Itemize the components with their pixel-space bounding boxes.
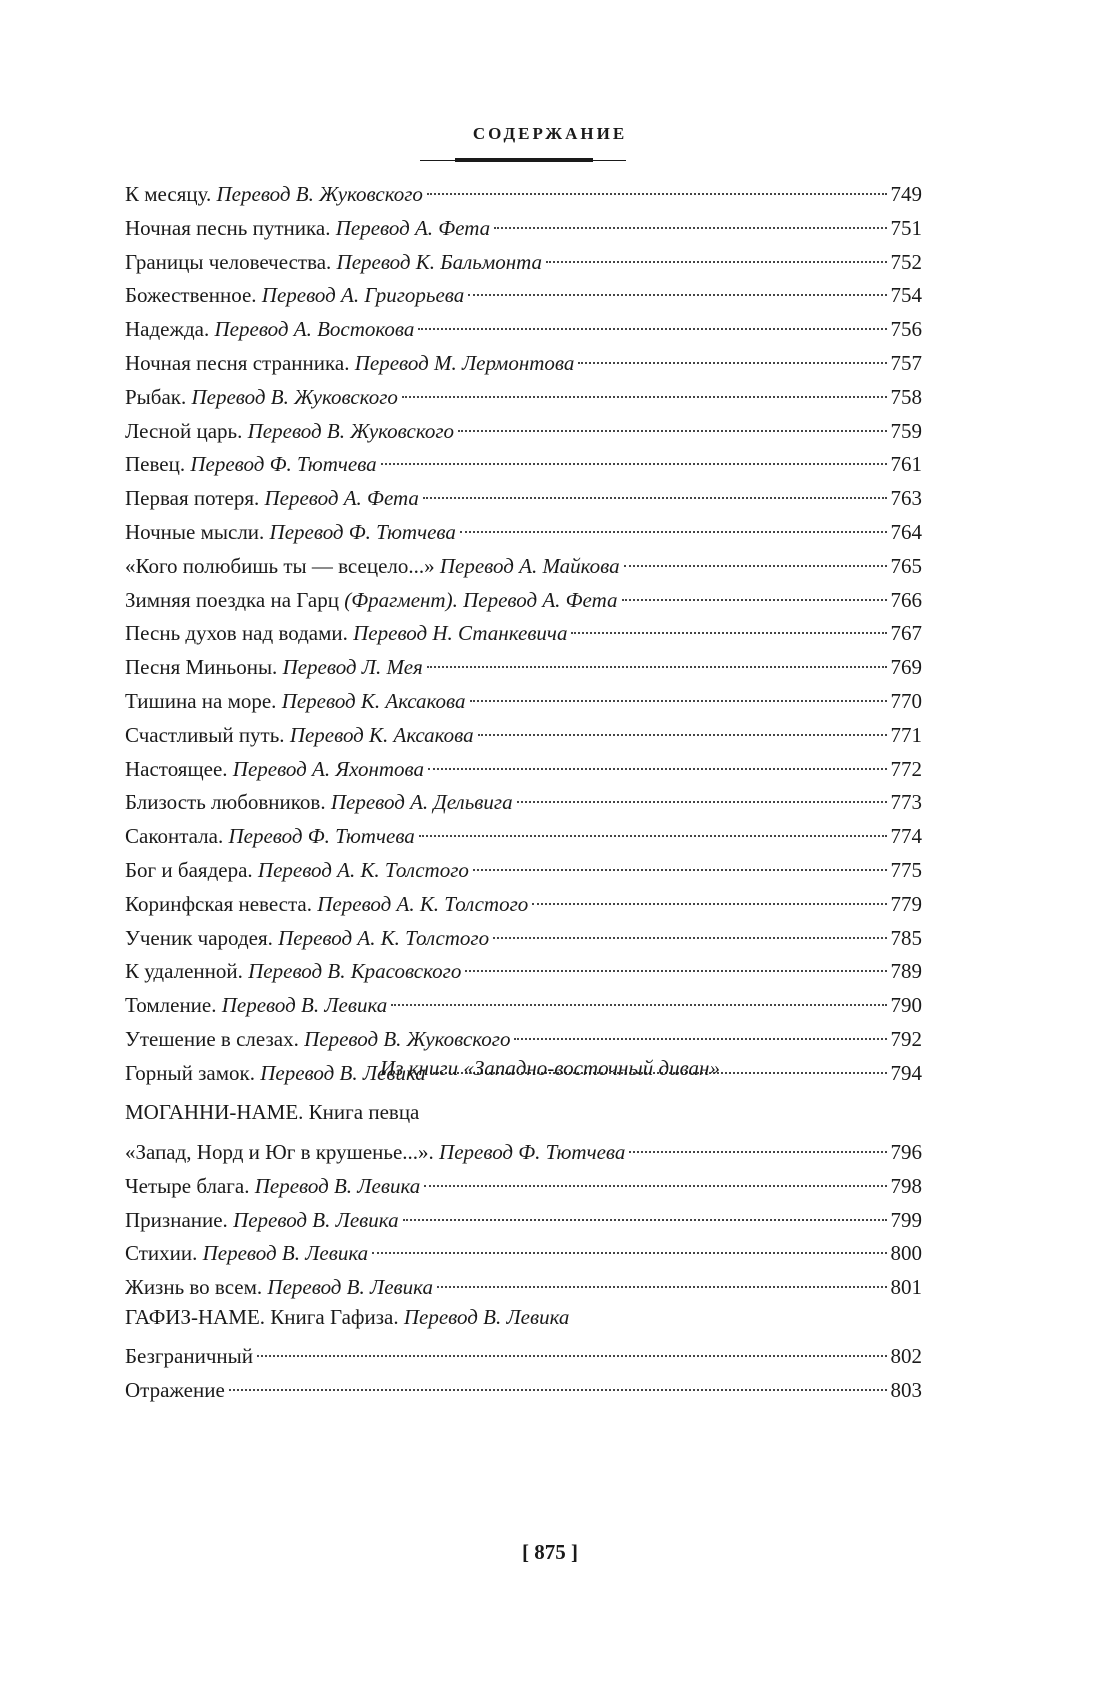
- entry-title-text: Ученик чародея.: [125, 925, 273, 950]
- dot-leader: [437, 1285, 887, 1288]
- page-number: [ 875 ]: [522, 1540, 578, 1564]
- toc-entry: [125, 212, 922, 246]
- entry-page-number: 774: [890, 824, 922, 849]
- toc-entry-title: [125, 922, 489, 956]
- entry-page-number: 790: [890, 993, 922, 1018]
- toc-entry-title: [125, 1271, 433, 1305]
- entry-translator: Перевод А. Востокова: [214, 317, 415, 342]
- toc-entry-title: [125, 347, 574, 381]
- dot-leader: [578, 361, 886, 364]
- entry-translator: Перевод В. Левика: [260, 1060, 426, 1085]
- toc-entry: [125, 786, 922, 820]
- header-rule-thick: [455, 158, 593, 162]
- dot-leader: [514, 1037, 886, 1040]
- toc-entry: [125, 448, 922, 482]
- dot-leader: [460, 530, 887, 533]
- toc-entry: [125, 1170, 922, 1204]
- toc-entry: [125, 617, 922, 651]
- entry-title-text: К удаленной.: [125, 959, 243, 984]
- dot-leader: [470, 699, 887, 702]
- entry-page-number: 772: [890, 756, 922, 781]
- dot-leader: [629, 1150, 886, 1153]
- entry-page-number: 757: [890, 350, 922, 375]
- toc-entry-title: [125, 617, 567, 651]
- entry-title-text: Песнь духов над водами.: [125, 621, 348, 646]
- toc-entry: [125, 1271, 922, 1305]
- entry-title-text: Безграничный: [125, 1344, 253, 1368]
- dot-leader: [622, 598, 887, 601]
- toc-entry-title: [125, 820, 415, 854]
- toc-entry: [125, 246, 922, 280]
- entry-title-text: Счастливый путь.: [125, 722, 285, 747]
- toc-entry-title: [125, 584, 618, 618]
- entry-translator: Перевод А. Фета: [335, 215, 491, 240]
- dot-leader: [428, 767, 886, 770]
- toc-entry-title: [125, 955, 461, 989]
- entry-title-text: Настоящее.: [125, 756, 228, 781]
- entry-translator: Перевод Ф. Тютчева: [228, 824, 415, 849]
- toc-entry-title: [125, 1023, 510, 1057]
- entry-title-text: Жизнь во всем.: [125, 1275, 263, 1300]
- toc-entry: [125, 1204, 922, 1238]
- entry-page-number: 761: [890, 452, 922, 477]
- toc-entry-title: [125, 888, 528, 922]
- entry-page-number: 764: [890, 519, 922, 544]
- entry-page-number: 751: [890, 215, 922, 240]
- toc-entry-title: [125, 753, 424, 787]
- toc-entry: [125, 347, 922, 381]
- toc-entry: [125, 178, 922, 212]
- toc-list-moganni: [125, 1136, 922, 1305]
- dot-leader: [624, 564, 887, 567]
- section-heading-title: ГАФИЗ-НАМЕ. Книга Гафиза.: [125, 1305, 399, 1329]
- dot-leader: [473, 868, 887, 871]
- entry-title-text: Божественное.: [125, 283, 257, 308]
- entry-title-text: «Запад, Норд и Юг в крушенье...».: [125, 1140, 434, 1164]
- toc-entry: [125, 685, 922, 719]
- entry-translator: Перевод А. К. Толстого: [257, 857, 469, 882]
- entry-title-text: Ночные мысли.: [125, 519, 265, 544]
- entry-title-text: Надежда.: [125, 317, 210, 342]
- dot-leader: [546, 260, 886, 263]
- toc-entry: [125, 1374, 922, 1408]
- toc-entry-title: [125, 989, 387, 1023]
- entry-page-number: 798: [890, 1173, 922, 1198]
- entry-page-number: 779: [890, 891, 922, 916]
- entry-page-number: 803: [890, 1377, 922, 1402]
- toc-entry: [125, 482, 922, 516]
- dot-leader: [571, 631, 886, 634]
- entry-title-text: Ночная песнь путника.: [125, 215, 331, 240]
- toc-entry-title: [125, 651, 423, 685]
- toc-entry: [125, 1023, 922, 1057]
- entry-title-text: Ночная песня странника.: [125, 350, 350, 375]
- entry-title-text: Тишина на море.: [125, 688, 277, 713]
- entry-translator: Перевод В. Левика: [254, 1173, 421, 1198]
- entry-page-number: 769: [890, 655, 922, 680]
- toc-entry-title: [125, 1204, 399, 1238]
- entry-title-text: Певец.: [125, 452, 186, 477]
- toc-entry-title: [125, 719, 474, 753]
- toc-entry: [125, 313, 922, 347]
- dot-leader: [381, 462, 887, 465]
- toc-entry: [125, 922, 922, 956]
- toc-entry: [125, 989, 922, 1023]
- entry-page-number: 754: [890, 283, 922, 308]
- dot-leader: [229, 1388, 887, 1391]
- toc-entry: [125, 854, 922, 888]
- dot-leader: [427, 192, 887, 195]
- dot-leader: [465, 969, 886, 972]
- entry-translator: Перевод К. Бальмонта: [336, 249, 543, 274]
- toc-entry: [125, 753, 922, 787]
- toc-entry-title: [125, 550, 620, 584]
- toc-entry: [125, 415, 922, 449]
- entry-title-text: Стихии.: [125, 1241, 198, 1266]
- entry-title-text: К месяцу.: [125, 182, 212, 206]
- entry-page-number: 789: [890, 959, 922, 984]
- toc-entry-title: [125, 178, 423, 212]
- entry-title-text: «Кого полюбишь ты — всецело...»: [125, 553, 435, 578]
- toc-entry-title: [125, 786, 513, 820]
- entry-title-text: Утешение в слезах.: [125, 1026, 299, 1051]
- entry-translator: Перевод А. Дельвига: [330, 790, 513, 815]
- entry-page-number: 794: [890, 1060, 922, 1085]
- entry-translator: Перевод К. Аксакова: [281, 688, 466, 713]
- toc-entry-title: [125, 381, 398, 415]
- entry-translator: Перевод В. Левика: [233, 1207, 399, 1232]
- entry-translator: Перевод А. Яхонтова: [232, 756, 425, 781]
- entry-translator: Перевод А. К. Толстого: [278, 925, 490, 950]
- entry-page-number: 752: [890, 249, 922, 274]
- entry-translator: Перевод В. Левика: [267, 1275, 433, 1300]
- dot-leader: [402, 395, 887, 398]
- toc-entry-title: [125, 516, 456, 550]
- dot-leader: [493, 936, 886, 939]
- toc-list-gafiz: [125, 1340, 922, 1408]
- entry-page-number: 767: [890, 621, 922, 646]
- toc-entry-title: [125, 279, 464, 313]
- toc-entry: [125, 651, 922, 685]
- entry-translator: Перевод В. Жуковского: [216, 182, 423, 206]
- entry-page-number: 771: [890, 722, 922, 747]
- toc-entry-title: [125, 1237, 368, 1271]
- entry-page-number: 773: [890, 790, 922, 815]
- toc-entry-title: [125, 1340, 253, 1374]
- entry-translator: Перевод В. Левика: [202, 1241, 369, 1266]
- toc-entry: [125, 820, 922, 854]
- entry-title-text: Саконтала.: [125, 824, 224, 849]
- toc-entry-title: [125, 212, 490, 246]
- toc-entry: [125, 584, 922, 618]
- toc-entry-title: [125, 313, 414, 347]
- entry-title-text: Отражение: [125, 1377, 225, 1402]
- entry-page-number: 775: [890, 857, 922, 882]
- entry-translator: Перевод В. Левика: [221, 993, 388, 1018]
- entry-page-number: 802: [890, 1344, 922, 1368]
- toc-entry: [125, 888, 922, 922]
- entry-title-text: Признание.: [125, 1207, 228, 1232]
- entry-translator: Перевод Ф. Тютчева: [190, 452, 377, 477]
- entry-page-number: 756: [890, 317, 922, 342]
- dot-leader: [458, 429, 886, 432]
- toc-entry: [125, 1237, 922, 1271]
- toc-entry: [125, 955, 922, 989]
- entry-translator: Перевод Ф. Тютчева: [269, 519, 456, 544]
- toc-entry-title: [125, 854, 469, 888]
- entry-title-text: Песня Миньоны.: [125, 655, 278, 680]
- entry-title-text: Рыбак.: [125, 384, 187, 409]
- entry-translator: (Фрагмент). Перевод А. Фета: [344, 587, 618, 612]
- dot-leader: [391, 1003, 886, 1006]
- toc-list-main: [125, 178, 922, 1091]
- entry-translator: Перевод А. Майкова: [439, 553, 620, 578]
- toc-entry-title: [125, 1170, 420, 1204]
- entry-title-text: Бог и баядера.: [125, 857, 253, 882]
- entry-title-text: Горный замок.: [125, 1060, 255, 1085]
- running-header: СОДЕРЖАНИЕ: [472, 124, 628, 143]
- toc-entry-title: [125, 448, 377, 482]
- entry-page-number: 785: [890, 925, 922, 950]
- dot-leader: [419, 834, 887, 837]
- section-heading-gafiz: [125, 1305, 569, 1330]
- entry-page-number: 801: [890, 1275, 922, 1300]
- entry-title-text: Четыре блага.: [125, 1173, 250, 1198]
- entry-translator: Перевод В. Жуковского: [191, 384, 398, 409]
- dot-leader: [257, 1354, 887, 1357]
- entry-page-number: 759: [890, 418, 922, 443]
- toc-entry: [125, 381, 922, 415]
- entry-title-text: Близость любовников.: [125, 790, 326, 815]
- entry-page-number: 765: [890, 553, 922, 578]
- entry-translator: Перевод А. Григорьева: [261, 283, 465, 308]
- entry-translator: Перевод Ф. Тютчева: [439, 1140, 626, 1164]
- toc-entry: [125, 1136, 922, 1170]
- toc-entry: [125, 1340, 922, 1374]
- entry-translator: Перевод А. К. Толстого: [317, 891, 529, 916]
- entry-translator: Перевод В. Жуковского: [304, 1026, 511, 1051]
- dot-leader: [418, 327, 886, 330]
- section-subtitle: Из книги «Западно-восточный диван»: [380, 1056, 720, 1080]
- entry-page-number: 770: [890, 688, 922, 713]
- toc-entry: [125, 550, 922, 584]
- toc-entry-title: [125, 482, 419, 516]
- entry-translator: Перевод В. Жуковского: [247, 418, 455, 443]
- entry-title-text: Зимняя поездка на Гарц: [125, 587, 339, 612]
- entry-translator: Перевод М. Лермонтова: [354, 350, 575, 375]
- dot-leader: [517, 800, 887, 803]
- entry-translator: Перевод А. Фета: [264, 486, 419, 511]
- entry-page-number: 792: [890, 1026, 922, 1051]
- toc-entry-title: [125, 1136, 625, 1170]
- entry-page-number: 766: [890, 587, 922, 612]
- entry-translator: Перевод Н. Станкевича: [353, 621, 568, 646]
- dot-leader: [532, 902, 886, 905]
- toc-entry-title: [125, 246, 542, 280]
- toc-entry: [125, 719, 922, 753]
- entry-page-number: 799: [890, 1207, 922, 1232]
- entry-translator: Перевод В. Красовского: [248, 959, 462, 984]
- entry-title-text: Коринфская невеста.: [125, 891, 313, 916]
- dot-leader: [494, 226, 886, 229]
- toc-entry-title: [125, 1374, 225, 1408]
- section-heading-moganni: [125, 1100, 419, 1125]
- toc-entry-title: [125, 685, 466, 719]
- entry-page-number: 796: [890, 1140, 922, 1164]
- entry-translator: Перевод К. Аксакова: [289, 722, 474, 747]
- section-heading-title: МОГАННИ-НАМЕ. Книга певца: [125, 1100, 420, 1124]
- entry-page-number: 763: [890, 486, 922, 511]
- entry-title-text: Лесной царь.: [125, 418, 243, 443]
- entry-translator: Перевод Л. Мея: [282, 655, 423, 680]
- entry-title-text: Томление.: [125, 993, 217, 1018]
- section-heading-translator: Перевод В. Левика: [403, 1305, 570, 1329]
- dot-leader: [427, 665, 887, 668]
- dot-leader: [423, 496, 887, 499]
- toc-entry: [125, 516, 922, 550]
- dot-leader: [403, 1218, 887, 1221]
- toc-entry-title: [125, 415, 454, 449]
- dot-leader: [478, 733, 887, 736]
- dot-leader: [468, 293, 886, 296]
- entry-page-number: 758: [890, 384, 922, 409]
- toc-entry: [125, 279, 922, 313]
- entry-page-number: 749: [890, 182, 922, 206]
- entry-title-text: Первая потеря.: [125, 486, 260, 511]
- dot-leader: [372, 1251, 886, 1254]
- entry-title-text: Границы человечества.: [125, 249, 332, 274]
- dot-leader: [424, 1184, 886, 1187]
- entry-page-number: 800: [890, 1241, 922, 1266]
